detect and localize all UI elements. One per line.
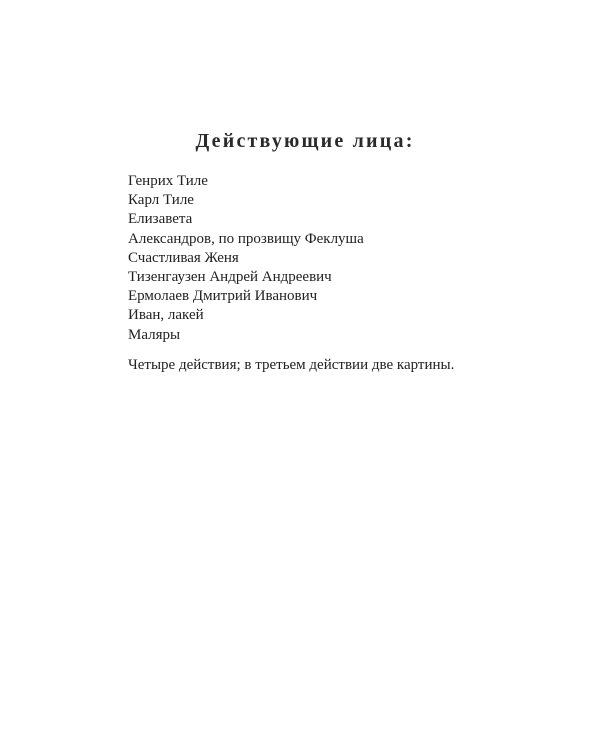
- cast-list: [128, 172, 364, 345]
- cast-item: Елизавета: [128, 211, 193, 228]
- acts-note: Четыре действия; в третьем действии две картины.: [128, 357, 455, 373]
- cast-item: Карл Тиле: [128, 192, 194, 209]
- cast-item: Генрих Тиле: [128, 173, 208, 189]
- cast-item: Маляры: [128, 326, 181, 343]
- cast-item: Александров, по прозвищу Феклуша: [128, 230, 364, 247]
- cast-item: Тизенгаузен Андрей Андреевич: [128, 268, 332, 285]
- cast-item: Иван, лакей: [128, 307, 204, 324]
- cast-item: Ермолаев Дмитрий Иванович: [128, 288, 318, 305]
- cast-item: Счастливая Женя: [128, 249, 239, 266]
- cast-heading: Действующие лица:: [195, 130, 415, 152]
